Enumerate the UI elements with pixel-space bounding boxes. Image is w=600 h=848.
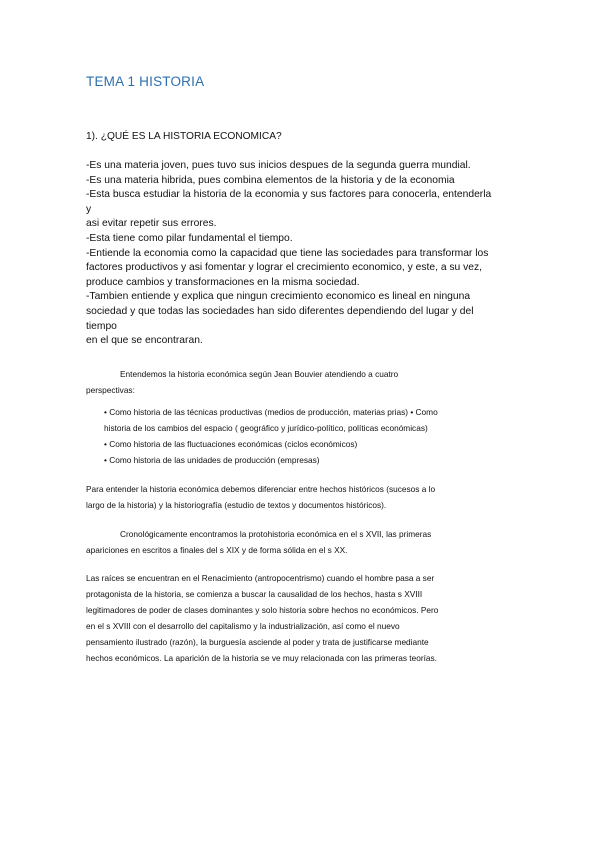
hechos-paragraph: [86, 481, 518, 513]
intro-line: en el que se encontraran.: [86, 335, 203, 347]
paragraph-line: apariciones en escritos a finales del s XIX y de forma sólida en el s XX.: [86, 545, 348, 555]
document-title: TEMA 1 HISTORIA: [86, 74, 205, 89]
intro-line: -Es una materia joven, pues tuvo sus inicios despues de la segunda guerra mundial.: [86, 160, 471, 171]
cronologia-paragraph: [86, 526, 518, 558]
paragraph-line: pensamiento ilustrado (razón), la burguesía asciende al poder y trata de justificarse mediante: [86, 637, 429, 647]
perspectives-list: [104, 404, 524, 468]
paragraph-line: hechos económicos. La aparición de la historia se ve muy relacionada con las primeras teorías.: [86, 653, 437, 663]
paragraph-line: largo de la historia) y la historiografía (estudio de textos y documentos históricos).: [86, 500, 387, 510]
paragraph-line: Para entender la historia económica debemos diferenciar entre hechos históricos (sucesos a lo: [86, 484, 436, 494]
paragraph-line: Cronológicamente encontramos la protohistoria económica en el s XVII, las primeras: [120, 529, 432, 539]
paragraph-line: Entendemos la historia económica según Jean Bouvier atendiendo a cuatro: [120, 369, 399, 379]
bouvier-paragraph: [86, 366, 518, 398]
intro-line: -Esta tiene como pilar fundamental el tiempo.: [86, 232, 293, 244]
list-item: • Como historia de las técnicas productivas (medios de producción, materias prias) • Como: [104, 407, 438, 417]
intro-line: asi evitar repetir sus errores.: [86, 218, 217, 230]
intro-line: sociedad y que todas las sociedades han sido diferentes dependiendo del lugar y del: [86, 305, 474, 317]
raices-paragraph: [86, 570, 518, 666]
intro-line: -Es una materia hibrida, pues combina elementos de la historia y de la economia: [86, 174, 455, 186]
paragraph-line: perspectivas:: [86, 385, 135, 395]
intro-line: tiempo: [86, 320, 117, 332]
intro-line: -Esta busca estudiar la historia de la economia y sus factores para conocerla, entenderla: [86, 189, 492, 201]
list-item: • Como historia de las unidades de producción (empresas): [104, 455, 320, 465]
paragraph-line: en el s XVIII con el desarrollo del capitalismo y la industrialización, así como el nuevo: [86, 621, 400, 631]
list-item: • Como historia de las fluctuaciones económicas (ciclos económicos): [104, 439, 358, 449]
intro-line: -Tambien entiende y explica que ningun crecimiento economico es lineal en ninguna: [86, 291, 471, 303]
intro-list: [86, 159, 526, 349]
section-question: 1). ¿QUÉ ES LA HISTORIA ECONOMICA?: [86, 131, 282, 142]
intro-line: produce cambios y transformaciones en la misma sociedad.: [86, 276, 360, 288]
intro-line: y: [86, 203, 92, 215]
paragraph-line: protagonista de la historia, se comienza a buscar la causalidad de los hechos, hasta s XVIII: [86, 589, 423, 599]
paragraph-line: Las raíces se encuentran en el Renacimiento (antropocentrismo) cuando el hombre pasa a ser: [86, 573, 435, 583]
intro-line: -Entiende la economia como la capacidad que tiene las sociedades para transformar los: [86, 247, 489, 259]
intro-line: factores productivos y asi fomentar y lograr el crecimiento economico, y este, a su vez,: [86, 262, 483, 274]
paragraph-line: legitimadores de poder de clases dominantes y solo historia sobre hechos no económicos. Pero: [86, 605, 439, 615]
list-item: historia de los cambios del espacio ( geográfico y jurídico-político, políticas económicas): [104, 423, 428, 433]
